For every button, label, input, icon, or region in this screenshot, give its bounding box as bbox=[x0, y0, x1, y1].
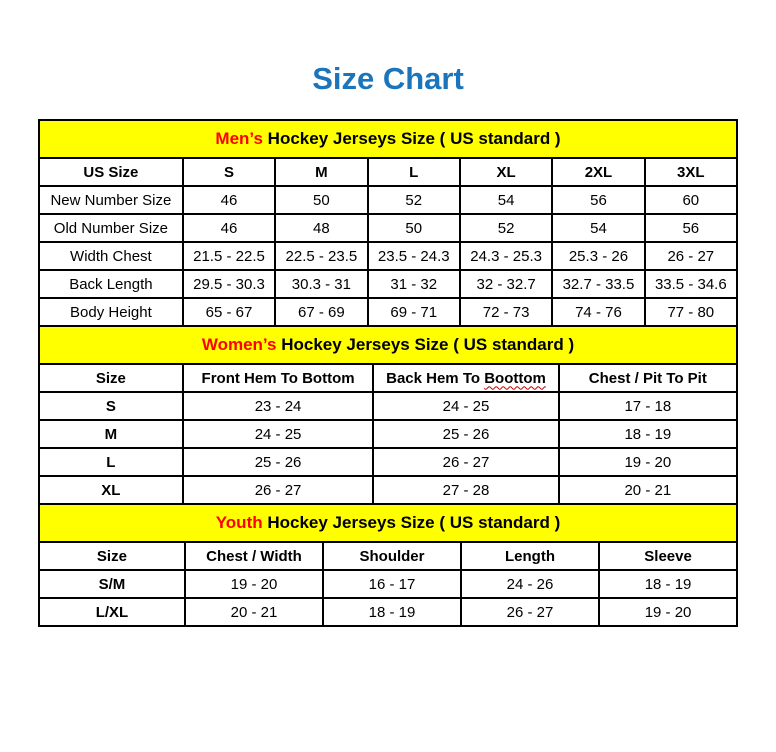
cell: 18 - 19 bbox=[559, 420, 737, 448]
cell: 31 - 32 bbox=[368, 270, 460, 298]
column-header: Length bbox=[461, 542, 599, 570]
size-chart-tables bbox=[38, 119, 738, 627]
banner-text-womens: Hockey Jerseys Size ( US standard ) bbox=[276, 335, 575, 354]
cell: 26 - 27 bbox=[183, 476, 374, 504]
table-row bbox=[39, 186, 737, 214]
table-row bbox=[39, 598, 737, 626]
cell: 52 bbox=[368, 186, 460, 214]
banner-highlight-womens: Women’s bbox=[201, 335, 277, 354]
table-row bbox=[39, 570, 737, 598]
row-label: L/XL bbox=[39, 598, 185, 626]
cell: 50 bbox=[275, 186, 367, 214]
row-label: Width Chest bbox=[39, 242, 183, 270]
cell: 56 bbox=[552, 186, 644, 214]
cell: 65 - 67 bbox=[183, 298, 275, 326]
cell: 26 - 27 bbox=[461, 598, 599, 626]
section-banner-youth bbox=[39, 504, 737, 542]
cell: 50 bbox=[368, 214, 460, 242]
row-label: Back Length bbox=[39, 270, 183, 298]
column-header: Sleeve bbox=[599, 542, 737, 570]
cell: 24 - 26 bbox=[461, 570, 599, 598]
column-header: 3XL bbox=[645, 158, 737, 186]
column-header: M bbox=[275, 158, 367, 186]
cell: 25.3 - 26 bbox=[552, 242, 644, 270]
cell: 22.5 - 23.5 bbox=[275, 242, 367, 270]
banner-text-youth: Hockey Jerseys Size ( US standard ) bbox=[262, 513, 561, 532]
cell: 29.5 - 30.3 bbox=[183, 270, 275, 298]
table-row bbox=[39, 242, 737, 270]
banner-highlight-mens: Men’s bbox=[215, 129, 263, 148]
cell: 16 - 17 bbox=[323, 570, 461, 598]
misspelled-word: Boottom bbox=[484, 369, 546, 387]
row-label: S bbox=[39, 392, 183, 420]
table-row bbox=[39, 448, 737, 476]
section-banner-row-mens bbox=[39, 120, 737, 158]
cell: 18 - 19 bbox=[599, 570, 737, 598]
column-header-text: Back Hem To bbox=[386, 369, 485, 387]
column-header: Chest / Width bbox=[185, 542, 323, 570]
cell: 56 bbox=[645, 214, 737, 242]
cell: 46 bbox=[183, 214, 275, 242]
column-header: Chest / Pit To Pit bbox=[559, 364, 737, 392]
header-row-womens bbox=[39, 364, 737, 392]
row-label: Old Number Size bbox=[39, 214, 183, 242]
cell: 21.5 - 22.5 bbox=[183, 242, 275, 270]
header-row-youth bbox=[39, 542, 737, 570]
cell: 26 - 27 bbox=[373, 448, 558, 476]
cell: 72 - 73 bbox=[460, 298, 552, 326]
column-header: L bbox=[368, 158, 460, 186]
column-header: US Size bbox=[39, 158, 183, 186]
cell: 46 bbox=[183, 186, 275, 214]
cell: 60 bbox=[645, 186, 737, 214]
cell: 32 - 32.7 bbox=[460, 270, 552, 298]
cell: 18 - 19 bbox=[323, 598, 461, 626]
cell: 24 - 25 bbox=[183, 420, 374, 448]
section-banner-mens bbox=[39, 120, 737, 158]
cell: 23.5 - 24.3 bbox=[368, 242, 460, 270]
table-row bbox=[39, 392, 737, 420]
cell: 77 - 80 bbox=[645, 298, 737, 326]
table-row bbox=[39, 298, 737, 326]
section-banner-row-womens bbox=[39, 326, 737, 364]
row-label: Body Height bbox=[39, 298, 183, 326]
column-header bbox=[373, 364, 558, 392]
table-mens bbox=[38, 119, 738, 327]
banner-text-mens: Hockey Jerseys Size ( US standard ) bbox=[262, 129, 561, 148]
column-header: Size bbox=[39, 542, 185, 570]
cell: 74 - 76 bbox=[552, 298, 644, 326]
section-banner-womens bbox=[39, 326, 737, 364]
cell: 19 - 20 bbox=[599, 598, 737, 626]
cell: 32.7 - 33.5 bbox=[552, 270, 644, 298]
cell: 25 - 26 bbox=[373, 420, 558, 448]
cell: 54 bbox=[552, 214, 644, 242]
cell: 33.5 - 34.6 bbox=[645, 270, 737, 298]
column-header: S bbox=[183, 158, 275, 186]
header-row-mens bbox=[39, 158, 737, 186]
cell: 19 - 20 bbox=[185, 570, 323, 598]
cell: 69 - 71 bbox=[368, 298, 460, 326]
banner-highlight-youth: Youth bbox=[215, 513, 263, 532]
cell: 52 bbox=[460, 214, 552, 242]
cell: 23 - 24 bbox=[183, 392, 374, 420]
cell: 54 bbox=[460, 186, 552, 214]
cell: 27 - 28 bbox=[373, 476, 558, 504]
row-label: New Number Size bbox=[39, 186, 183, 214]
column-header: XL bbox=[460, 158, 552, 186]
cell: 17 - 18 bbox=[559, 392, 737, 420]
cell: 48 bbox=[275, 214, 367, 242]
cell: 24 - 25 bbox=[373, 392, 558, 420]
page-title: Size Chart bbox=[312, 61, 464, 96]
row-label: M bbox=[39, 420, 183, 448]
cell: 20 - 21 bbox=[559, 476, 737, 504]
cell: 24.3 - 25.3 bbox=[460, 242, 552, 270]
column-header: 2XL bbox=[552, 158, 644, 186]
cell: 20 - 21 bbox=[185, 598, 323, 626]
table-row bbox=[39, 214, 737, 242]
table-youth bbox=[38, 503, 738, 627]
size-chart-page bbox=[0, 60, 776, 752]
column-header: Shoulder bbox=[323, 542, 461, 570]
section-banner-row-youth bbox=[39, 504, 737, 542]
row-label: XL bbox=[39, 476, 183, 504]
row-label: L bbox=[39, 448, 183, 476]
cell: 26 - 27 bbox=[645, 242, 737, 270]
table-row bbox=[39, 270, 737, 298]
cell: 30.3 - 31 bbox=[275, 270, 367, 298]
table-row bbox=[39, 420, 737, 448]
cell: 19 - 20 bbox=[559, 448, 737, 476]
column-header: Size bbox=[39, 364, 183, 392]
table-womens bbox=[38, 325, 738, 505]
column-header: Front Hem To Bottom bbox=[183, 364, 374, 392]
row-label: S/M bbox=[39, 570, 185, 598]
table-row bbox=[39, 476, 737, 504]
cell: 25 - 26 bbox=[183, 448, 374, 476]
cell: 67 - 69 bbox=[275, 298, 367, 326]
